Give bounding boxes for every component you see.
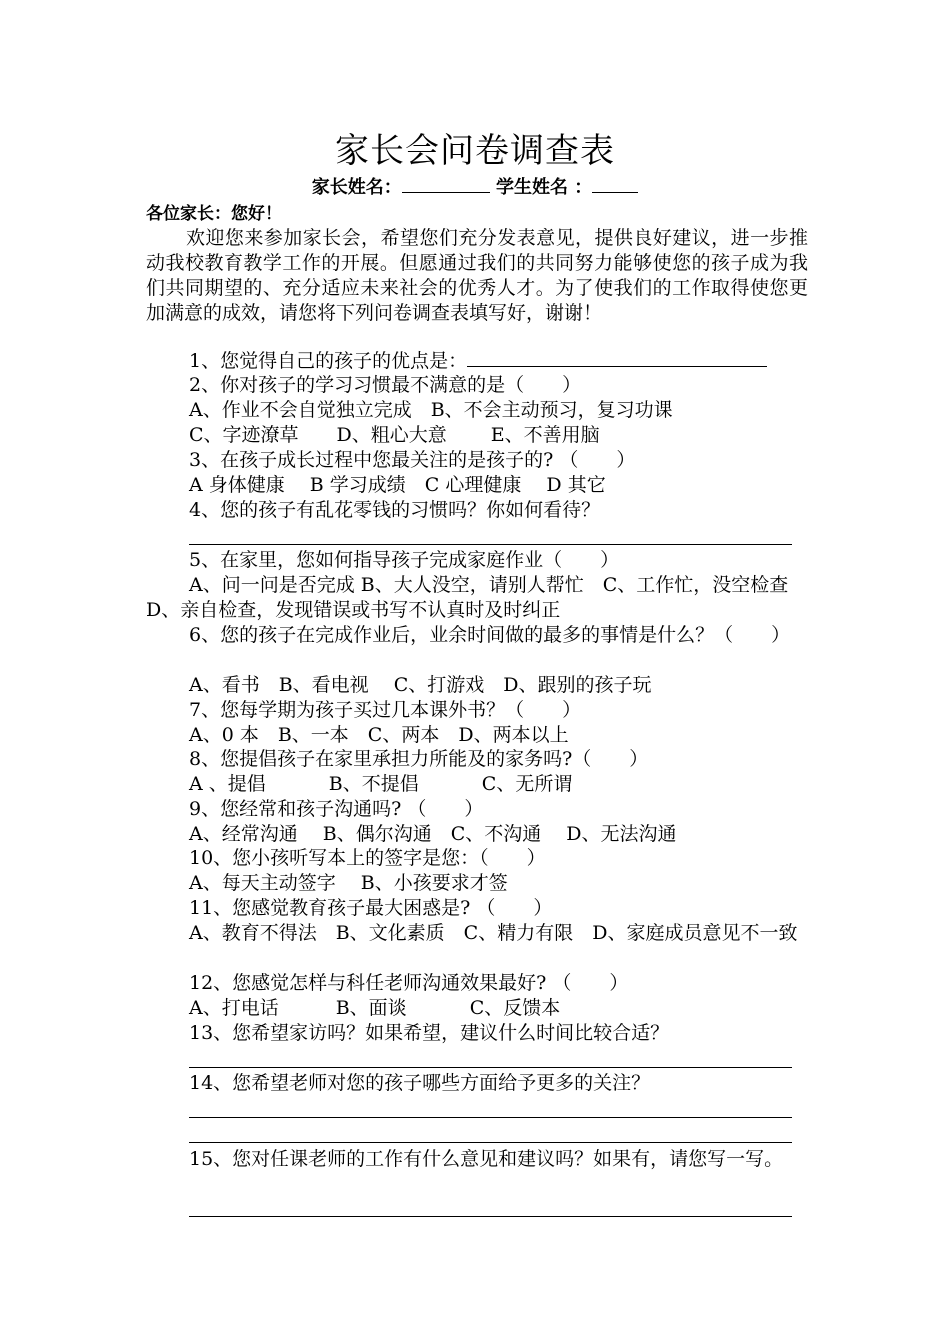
question-12-options: A、打电话 B、面谈 C、反馈本	[189, 997, 561, 1019]
question-13: 13、您希望家访吗？如果希望，建议什么时间比较合适？	[189, 1022, 670, 1044]
greeting: 各位家长：您好！	[146, 204, 282, 224]
intro-paragraph: 欢迎您来参加家长会，希望您们充分发表意见，提供良好建议，进一步推动我校教育教学工作的开展。但愿通过我们的共同努力能够使您的孩子成为我们共同期望的、充分适应未来社会的优秀人才。为了使我们的工作取得使您更加满意的成效，请您将下列问卷调查表填写好，谢谢！	[146, 227, 808, 324]
student-name-blank[interactable]	[592, 176, 638, 193]
question-11-options: A、教育不得法 B、文化素质 C、精力有限 D、家庭成员意见不一致	[189, 922, 798, 944]
question-7: 7、您每学期为孩子买过几本课外书？（ ）	[189, 699, 582, 721]
question-5-options: A、问一问是否完成 B、大人没空，请别人帮忙 C、工作忙，没空检查 D、亲自检查，发现错误或书写不认真时及时纠正	[146, 574, 789, 621]
student-name-label: 学生姓名 ：	[496, 177, 593, 198]
question-10-options: A、每天主动签字 B、小孩要求才签	[189, 872, 508, 894]
question-8-options: A 、提倡 B、不提倡 C、无所谓	[189, 773, 573, 795]
question-9-options: A、经常沟通 B、偶尔沟通 C、不沟通 D、无法沟通	[189, 823, 677, 845]
page-title: 家长会问卷调查表	[335, 131, 615, 171]
question-12: 12、您感觉怎样与科任老师沟通效果最好? （ ）	[189, 972, 629, 994]
question-14: 14、您希望老师对您的孩子哪些方面给予更多的关注？	[189, 1072, 651, 1094]
question-6-options: A、看书 B、看电视 C、打游戏 D、跟别的孩子玩	[189, 674, 652, 696]
question-2-options-b: C、字迹潦草 D、粗心大意 E、不善用脑	[189, 424, 600, 446]
question-15-answer-line[interactable]	[189, 1216, 792, 1217]
name-fields	[0, 176, 950, 199]
question-1-blank[interactable]	[467, 348, 767, 367]
question-2: 2、你对孩子的学习习惯最不满意的是（ ）	[189, 374, 582, 396]
question-3: 3、在孩子成长过程中您最关注的是孩子的? （ ）	[189, 449, 636, 471]
question-4: 4、您的孩子有乱花零钱的习惯吗？你如何看待？	[189, 499, 601, 521]
question-1	[189, 348, 767, 374]
question-13-answer-line[interactable]	[189, 1067, 792, 1068]
question-15: 15、您对任课老师的工作有什么意见和建议吗？如果有，请您写一写。	[189, 1148, 784, 1170]
question-14-answer-line-1[interactable]	[189, 1117, 792, 1118]
question-14-answer-line-2[interactable]	[189, 1142, 792, 1143]
question-9: 9、您经常和孩子沟通吗? （ ）	[189, 798, 484, 820]
question-4-answer-line[interactable]	[189, 544, 792, 545]
question-1-text: 1、您觉得自己的孩子的优点是：	[189, 350, 468, 372]
question-11: 11、您感觉教育孩子最大困惑是? （ ）	[189, 897, 553, 919]
question-6: 6、您的孩子在完成作业后，业余时间做的最多的事情是什么？（ ）	[189, 624, 791, 646]
question-2-options-a: A、作业不会自觉独立完成 B、不会主动预习，复习功课	[189, 399, 673, 421]
parent-name-blank[interactable]	[402, 176, 490, 193]
question-3-options: A 身体健康 B 学习成绩 C 心理健康 D 其它	[189, 474, 606, 496]
question-5: 5、在家里，您如何指导孩子完成家庭作业（ ）	[189, 549, 620, 571]
question-8: 8、您提倡孩子在家里承担力所能及的家务吗?（ ）	[189, 748, 649, 770]
question-7-options: A、0 本 B、一本 C、两本 D、两本以上	[189, 724, 569, 746]
question-10: 10、您小孩听写本上的签字是您：（ ）	[189, 847, 546, 869]
parent-name-label: 家长姓名：	[311, 177, 402, 198]
